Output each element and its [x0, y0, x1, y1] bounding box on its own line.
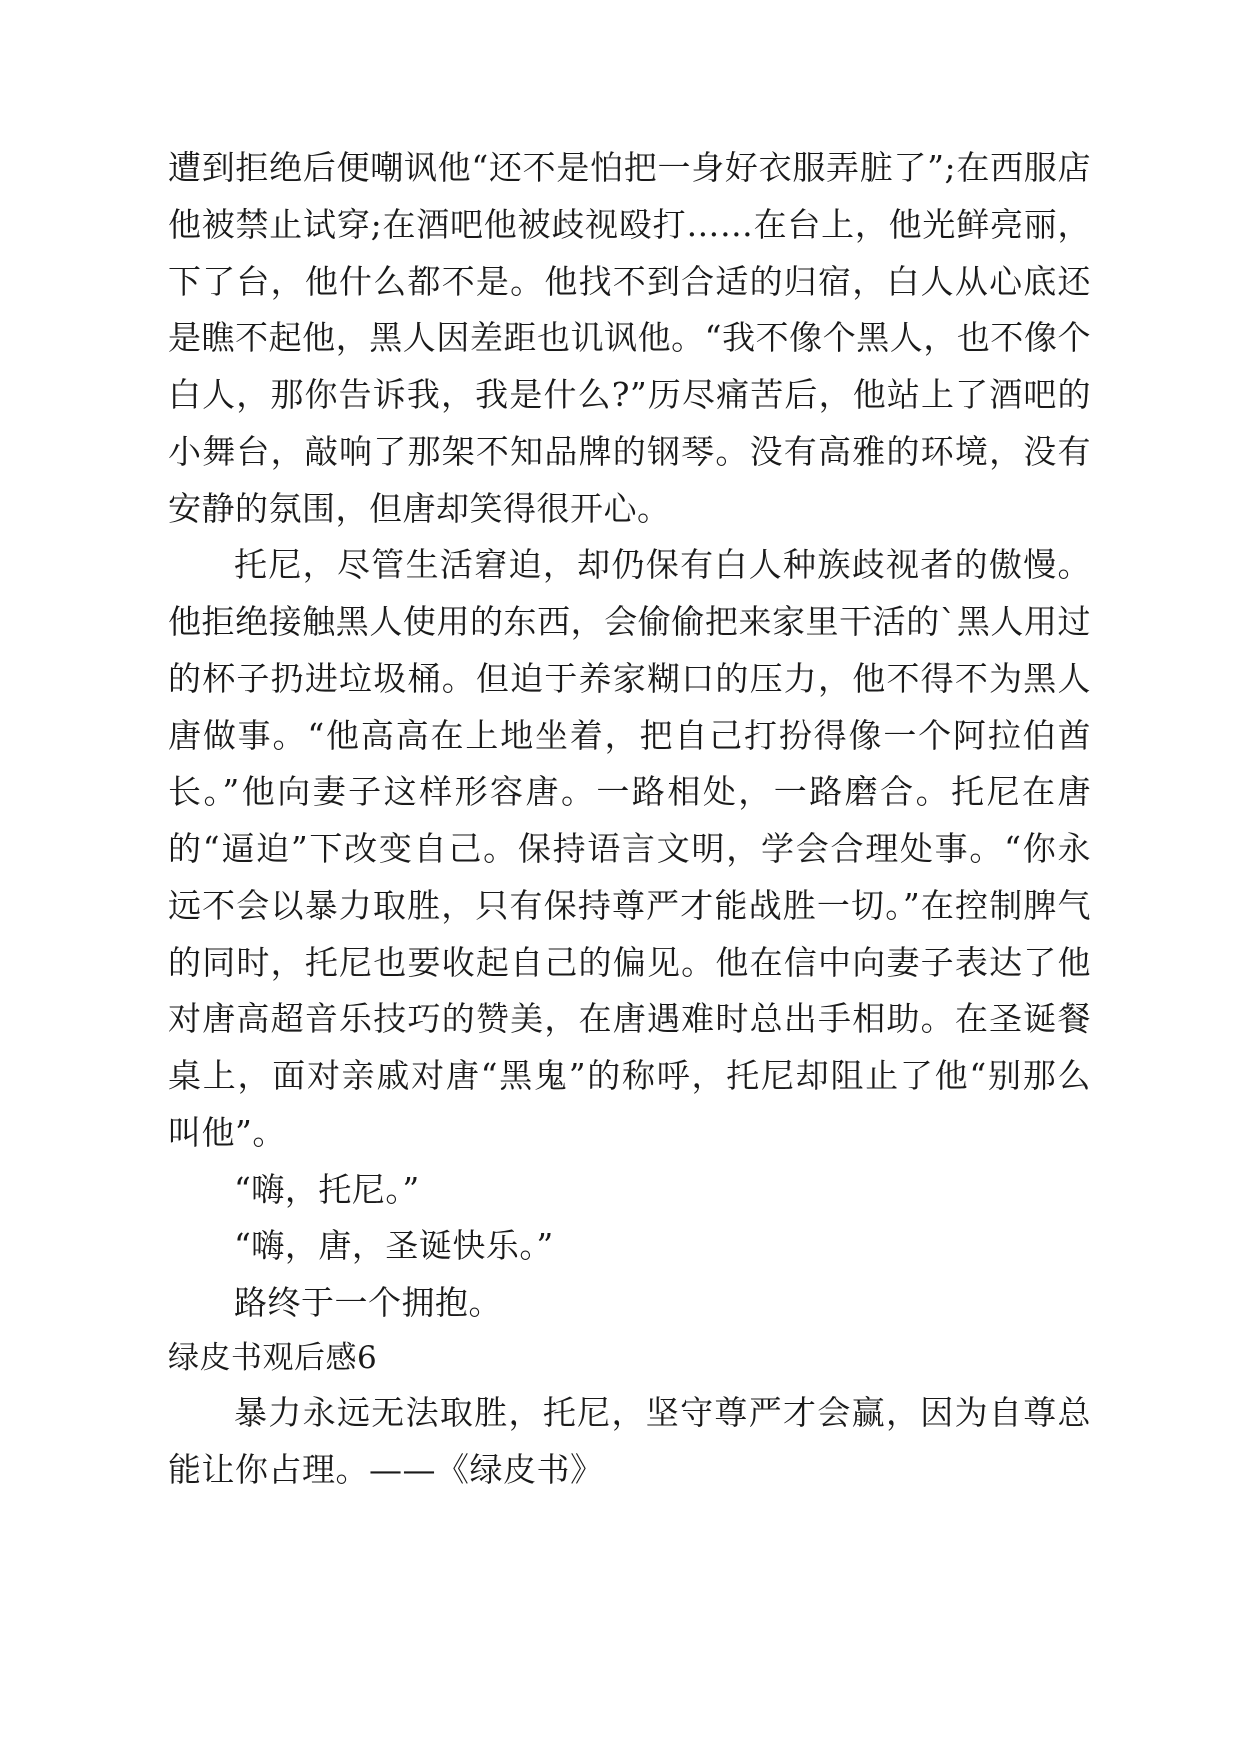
paragraph-5: 路终于一个拥抱。	[234, 1283, 502, 1322]
paragraph-3: “嗨，托尼。”	[234, 1169, 420, 1209]
paragraph-2: 托尼，尽管生活窘迫，却仍保有白人种族歧视者的傲慢。他拒绝接触黑人使用的东西，会偷偷把来家里干活的`黑人用过的杯子扔进垃圾桶。但迫于养家糊口的压力，他不得不为黑人唐做事。“他高高在上地坐着，把自己打扮得像一个阿拉伯酋长。”他向妻子这样形容唐。一路相处，一路磨合。托尼在唐的“逼迫”下改变自己。保持语言文明，学会合理处事。“你永远不会以暴力取胜，只有保持尊严才能战胜一切。”在控制脾气的同时，托尼也要收起自己的偏见。他在信中向妻子表达了他对唐高超音乐技巧的赞美，在唐遇难时总出手相助。在圣诞餐桌上，面对亲戚对唐“黑鬼”的称呼，托尼却阻止了他“别那么叫他”。	[168, 545, 1091, 1152]
paragraph-4: “嗨，唐，圣诞快乐。”	[234, 1226, 554, 1266]
paragraph-6: 暴力永远无法取胜，托尼，坚守尊严才会赢，因为自尊总能让你占理。——《绿皮书》	[168, 1393, 1091, 1489]
document-body	[168, 140, 1091, 1499]
paragraph-1: 遭到拒绝后便嘲讽他“还不是怕把一身好衣服弄脏了”;在西服店他被禁止试穿;在酒吧他被歧视殴打……在台上，他光鲜亮丽，下了台，他什么都不是。他找不到合适的归宿，白人从心底还是瞧不起他，黑人因差距也讥讽他。“我不像个黑人，也不像个白人，那你告诉我，我是什么?”历尽痛苦后，他站上了酒吧的小舞台，敲响了那架不知品牌的钢琴。没有高雅的环境，没有安静的氛围，但唐却笑得很开心。	[168, 148, 1092, 528]
section-heading: 绿皮书观后感6	[168, 1339, 378, 1376]
